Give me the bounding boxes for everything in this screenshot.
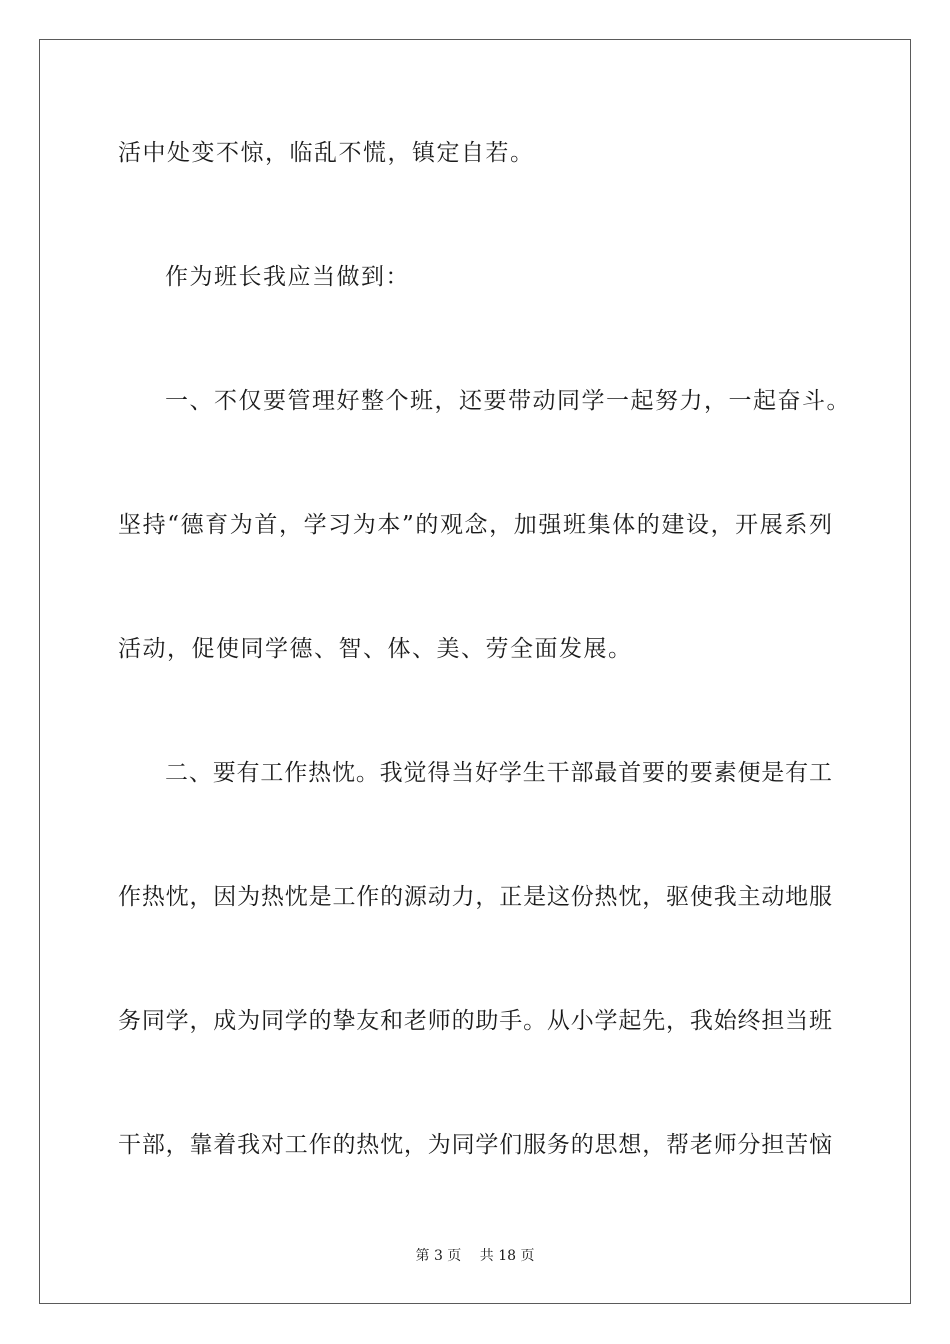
text-line-5: 活动，促使同学德、智、体、美、劳全面发展。 <box>118 636 633 662</box>
page-footer: 第 3 页 共 18 页 <box>415 1248 535 1264</box>
text-line-4: 坚持“德育为首，学习为本”的观念，加强班集体的建设，开展系列 <box>118 512 832 538</box>
text-line-7: 作热忱，因为热忱是工作的源动力，正是这份热忱，驱使我主动地服 <box>118 884 832 910</box>
text-line-1: 活中处变不惊，临乱不慌，镇定自若。 <box>118 140 535 166</box>
text-line-3: 一、不仅要管理好整个班，还要带动同学一起努力，一起奋斗。 <box>165 388 851 414</box>
text-line-6: 二、要有工作热忱。我觉得当好学生干部最首要的要素便是有工 <box>165 760 832 786</box>
text-line-2: 作为班长我应当做到： <box>165 264 410 290</box>
text-line-8: 务同学，成为同学的挚友和老师的助手。从小学起先，我始终担当班 <box>118 1008 832 1034</box>
text-line-9: 干部，靠着我对工作的热忱，为同学们服务的思想，帮老师分担苦恼 <box>118 1132 832 1158</box>
page-border <box>39 39 911 1304</box>
